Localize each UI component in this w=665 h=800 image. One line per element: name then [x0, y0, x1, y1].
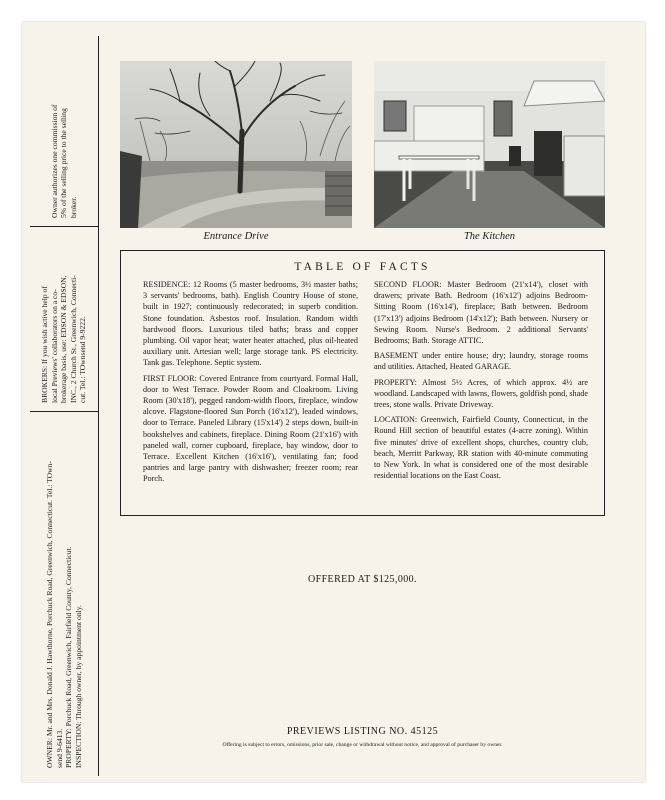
- first-floor-label: FIRST FLOOR:: [143, 373, 197, 383]
- property-line: PROPERTY: Porchuck Road, Greenwich, Fairfield County, Connecticut.: [64, 546, 73, 768]
- owner-box: [30, 411, 98, 776]
- location-text: Greenwich, Fairfield County, Connecticut, in the Round Hill section of beautiful estates (4-acre zoning). Within five minutes' drive of excellent shops, churches, country club, beach, Merritt Parkway, RR station with 40-minute commuting to New York. In what is considered one of the most desirable residential locations on the East Coast.: [374, 415, 589, 481]
- commission-box: [30, 36, 98, 227]
- basement-text: under entire house; dry; laundry, storage rooms and utilities. Attached, Heated GARAGE.: [374, 351, 589, 372]
- brokers-line: local Previews' collaborators on a co-: [49, 289, 59, 403]
- facts-left-column: [143, 279, 358, 489]
- first-floor-paragraph: [143, 373, 358, 485]
- first-floor-text: Covered Entrance from courtyard. Formal Hall, door to West Terrace. Powder Room and Cloakroom. Living Room (30'x18'), pegged random-width floors, fireplace, window alcove. Flagstone-floored Sun Porch (16'x12'), leaded windows, door to Terrace. Paneled Library (15'x14') 2 steps down, built-in bookshelves and cabinets, fireplace. Dining Room (21'x16') with paneled wall, corner cupboard, fireplace, bay window, door to Terrace. Excellent Kitchen (16'x16'), ventilating fan; food pantries and large pantry with dishwasher; freezer room; rear Porch.: [143, 373, 359, 484]
- property-label: PROPERTY:: [374, 377, 417, 387]
- brokers-line: INC., 2 Church St., Greenwich, Connecti-: [68, 275, 78, 403]
- kitchen-image: [374, 61, 605, 228]
- location-label: LOCATION:: [374, 415, 418, 425]
- residence-label: RESIDENCE:: [143, 280, 191, 289]
- brokers-line: BROKERS: If you wish active help of: [40, 286, 50, 403]
- inspection-line: INSPECTION: Through owner, by appointment only.: [73, 605, 83, 768]
- kitchen-photo: [374, 61, 605, 228]
- facts-right-column: [374, 279, 588, 485]
- listing-number: PREVIEWS LISTING NO. 45125: [286, 726, 439, 737]
- table-of-facts: [120, 250, 605, 516]
- kitchen-caption: The Kitchen: [463, 231, 516, 242]
- entrance-drive-caption: Entrance Drive: [203, 231, 269, 242]
- second-floor-paragraph: [374, 279, 588, 346]
- second-floor-label: SECOND FLOOR:: [374, 280, 442, 289]
- offered-price: OFFERED AT $125,000.: [308, 574, 417, 585]
- property-text: Almost 5½ Acres, of which approx. 4½ are woodland. Landscaped with lawns, flowers, goldfish pond, shade trees, stone walls. Private Driveway.: [374, 377, 588, 410]
- basement-label: BASEMENT: [374, 351, 419, 361]
- entrance-drive-photo: [120, 61, 352, 228]
- owner-line: send 9-6413.: [54, 728, 64, 768]
- entrance-drive-image: [120, 61, 352, 228]
- disclaimer: Offering is subject to errors, omissions, prior sale, change or withdrawal without notice, and approval of purchaser by owner.: [222, 742, 503, 748]
- sidebar: [30, 36, 99, 776]
- commission-line: broker.: [68, 196, 78, 218]
- facts-title: TABLE OF FACTS: [294, 261, 431, 273]
- residence-text: 12 Rooms (5 master bedrooms, 3½ master baths; 3 servants' bedrooms, bath). English Country House of stone, built in 1927; continuously redecorated; in superb condition. Stone foundation. Asbestos roof. Insulation. Random width hardwood floors. Luxurious tiled baths; brass and copper plumbing. Oil vapor heat; water heater attached, plus oil-heated auxiliary unit. Artesian well; large storage tank. PS electricity. Tank gas. Telephone. Septic system.: [143, 280, 358, 368]
- basement-paragraph: [374, 350, 588, 372]
- property-paragraph: [374, 377, 588, 411]
- brokers-line: brokerage basis, use: EDSON & EDSON,: [59, 275, 69, 403]
- second-floor-text: Master Bedroom (21'x14'), closet with drawers; private Bath. Bedroom (16'x12') adjoins Bedroom-Sitting Room (16'x14'), fireplace; Bath between. Bedroom (17'x13') adjoins Bedroom (14'x12'); Bath between. Nursery or Sewing Room. Nurse's Bedroom. 2 additional Servants' Bedrooms; Bath. Storage ATTIC.: [374, 280, 589, 346]
- commission-line: Owner authorizes one commission of: [49, 104, 59, 218]
- commission-line: 5% of the selling price to the selling: [59, 108, 69, 218]
- owner-line: OWNER: Mr. and Mrs. Donald J. Hawthorne, Porchuck Road, Greenwich, Connecticut. Tel.: TOwn-: [45, 461, 54, 768]
- location-paragraph: [374, 414, 588, 481]
- brokers-line: cut. Tel.: TOwnsend 9-9222.: [78, 316, 88, 403]
- residence-paragraph: [143, 279, 358, 369]
- brokers-box: [30, 226, 98, 412]
